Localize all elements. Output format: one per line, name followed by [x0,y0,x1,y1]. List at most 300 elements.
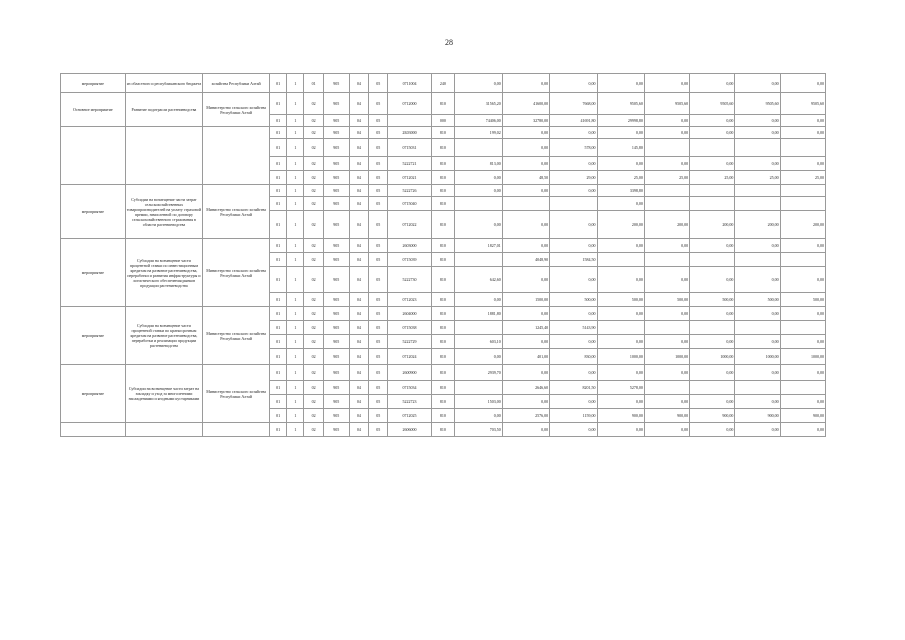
table-cell: 0,00 [644,307,689,321]
table-cell [780,381,825,395]
table-cell: 810 [431,321,455,335]
table-cell: 01 [270,349,287,365]
table-cell: 01 [270,395,287,409]
table-cell: 05 [369,139,388,157]
row-type: мероприятие [61,74,126,93]
table-row [61,423,826,437]
table-cell: 500,00 [550,293,597,307]
table-cell: 0,00 [502,185,549,197]
table-cell: 0,00 [644,395,689,409]
table-cell: 1 [287,115,304,127]
table-cell: 0,00 [597,127,644,139]
table-cell: 0,00 [780,115,825,127]
table-cell: 0,00 [597,365,644,381]
table-cell: 810 [431,197,455,211]
row-type [61,423,126,437]
table-cell: 04 [349,409,368,423]
table-cell: 0,00 [550,395,597,409]
row-type: мероприятие [61,365,126,423]
table-cell: 905 [323,321,349,335]
table-cell: 810 [431,239,455,253]
table-cell: 810 [431,395,455,409]
table-row [61,74,826,93]
table-cell: 05 [369,197,388,211]
table-cell: 0715034 [388,381,431,395]
table-cell: 905 [323,185,349,197]
table-cell: 02 [304,185,323,197]
table-cell: 0712022 [388,211,431,239]
table-cell: 500,00 [644,293,689,307]
table-cell: 0,00 [550,157,597,171]
table-cell: 04 [349,307,368,321]
table-cell: 5222726 [388,185,431,197]
table-cell: 04 [349,127,368,139]
table-cell: 9505,60 [780,93,825,115]
table-cell: 04 [349,197,368,211]
table-cell: 0,00 [735,335,780,349]
table-cell: 810 [431,171,455,185]
table-cell: 9505,60 [735,93,780,115]
table-cell: 05 [369,239,388,253]
table-cell: 810 [431,365,455,381]
row-type: мероприятие [61,185,126,239]
table-cell: 8201,50 [550,381,597,395]
table-cell: 02 [304,139,323,157]
table-cell: 0,00 [735,307,780,321]
row-name: Субсидии на возмещение части затрат на закладку и уход за многолетними насаждениями и ягодными кустарниками [125,365,203,423]
table-cell [690,185,735,197]
table-cell: 1 [287,365,304,381]
table-cell: 810 [431,381,455,395]
table-cell [388,115,431,127]
table-cell: 05 [369,335,388,349]
table-cell: 0,00 [690,395,735,409]
table-cell: 05 [369,365,388,381]
table-cell: 0,00 [550,127,597,139]
table-cell: 0,00 [455,293,502,307]
table-cell: 04 [349,253,368,267]
table-cell: 01 [270,93,287,115]
table-cell: 200,00 [780,211,825,239]
table-cell: 1500,00 [502,293,549,307]
row-executor: Министерство сельского хозяйства Республики Алтай [203,365,270,423]
table-cell: 810 [431,185,455,197]
table-cell [690,197,735,211]
table-cell: 01 [270,409,287,423]
table-cell: 0,00 [550,211,597,239]
table-cell: 0,00 [735,423,780,437]
table-cell: 0,00 [735,267,780,293]
table-cell: 0,00 [780,239,825,253]
row-type: мероприятие [61,239,126,307]
row-name [125,127,203,185]
table-cell: 401,00 [502,349,549,365]
table-cell: 0,00 [502,127,549,139]
table-cell: 1 [287,93,304,115]
table-cell: 905 [323,409,349,423]
table-cell: 02 [304,93,323,115]
table-cell: 578,00 [550,139,597,157]
table-cell [644,381,689,395]
table-cell: 0,00 [780,127,825,139]
table-cell: 0,00 [550,239,597,253]
table-cell: 05 [369,267,388,293]
table-cell: 25,00 [780,171,825,185]
table-cell: 905 [323,139,349,157]
table-row [61,239,826,253]
table-cell [780,253,825,267]
table-cell: 5222723 [388,395,431,409]
table-cell: 04 [349,381,368,395]
table-cell: 0711004 [388,74,431,93]
table-cell: 145,80 [597,139,644,157]
table-cell: 0,00 [455,409,502,423]
table-cell: 0,00 [780,335,825,349]
table-cell: 199,02 [455,127,502,139]
table-cell: 603,10 [455,335,502,349]
table-cell: 0712025 [388,409,431,423]
table-cell: 1 [287,139,304,157]
table-cell: 01 [270,139,287,157]
table-cell: 01 [270,127,287,139]
table-cell: 04 [349,115,368,127]
table-cell [455,321,502,335]
table-cell: 48,50 [502,171,549,185]
table-cell [735,321,780,335]
table-cell: 0,00 [690,423,735,437]
table-cell: 74406,00 [455,115,502,127]
table-cell: 0,00 [597,267,644,293]
table-cell: 1 [287,253,304,267]
table-cell: 905 [323,239,349,253]
table-cell: 04 [349,239,368,253]
table-cell: 41600,00 [502,93,549,115]
table-cell: 0715031 [388,139,431,157]
table-cell: 05 [369,381,388,395]
table-cell: 0,00 [597,335,644,349]
table-cell: 2606000 [388,423,431,437]
table-cell: 0,00 [502,423,549,437]
table-cell: 905 [323,157,349,171]
table-cell: 0,00 [597,307,644,321]
table-cell [780,321,825,335]
table-cell [644,253,689,267]
row-name: из областного и республиканского бюджета [125,74,203,93]
table-cell [455,139,502,157]
table-cell [690,253,735,267]
table-cell: 9505,60 [690,93,735,115]
table-cell: 810 [431,157,455,171]
row-executor [203,127,270,185]
table-cell: 04 [349,365,368,381]
page-number: 28 [445,38,453,47]
table-cell: 0,00 [735,239,780,253]
table-cell: 1 [287,267,304,293]
table-cell [690,139,735,157]
table-cell: 0,00 [455,185,502,197]
table-cell: 04 [349,185,368,197]
table-cell [455,253,502,267]
table-cell: 1159,00 [550,409,597,423]
table-cell: 0,00 [597,239,644,253]
table-cell [644,185,689,197]
table-cell [502,197,549,211]
row-executor: Министерство сельского хозяйства Республики Алтай [203,307,270,365]
table-cell: 05 [369,321,388,335]
table-cell: 02 [304,115,323,127]
table-cell: 05 [369,157,388,171]
row-executor: хозяйства Республики Алтай [203,74,270,93]
row-name: Субсидии на возмещение части процентной ставки по инвестиционным кредитам на развитие растениеводства, переработки и развития инфраструктуры и логистического обеспечения рынков продукции растениеводства [125,239,203,307]
table-cell: 0,00 [644,157,689,171]
table-cell: 04 [349,335,368,349]
table-cell: 01 [270,197,287,211]
table-cell: 0,00 [644,335,689,349]
table-cell: 1245,40 [502,321,549,335]
table-row [61,185,826,197]
table-cell: 1 [287,211,304,239]
table-cell: 02 [304,157,323,171]
table-cell: 905 [323,365,349,381]
table-cell: 04 [349,423,368,437]
table-cell: 0,00 [502,335,549,349]
table-cell: 1 [287,349,304,365]
table-cell: 905 [323,349,349,365]
table-cell: 0,00 [735,157,780,171]
table-cell: 0,00 [644,365,689,381]
table-cell: 5143,90 [550,321,597,335]
table-cell: 01 [270,157,287,171]
table-cell: 1584,50 [550,253,597,267]
table-cell: 200,00 [597,211,644,239]
table-cell: 0,00 [550,74,597,93]
table-cell: 32780,00 [502,115,549,127]
table-cell: 0,00 [780,74,825,93]
table-cell: 04 [349,349,368,365]
table-cell: 0715038 [388,321,431,335]
table-cell: 200,00 [644,211,689,239]
table-cell: 1 [287,197,304,211]
table-cell: 905 [323,197,349,211]
table-row [61,365,826,381]
table-row [61,93,826,115]
row-name [125,423,203,437]
table-cell: 0,00 [502,74,549,93]
table-cell: 3398,80 [597,185,644,197]
table-cell: 0,00 [502,307,549,321]
table-cell: 500,00 [735,293,780,307]
table-cell: 1 [287,395,304,409]
table-cell: 04 [349,211,368,239]
table-cell: 905 [323,74,349,93]
table-cell: 500,00 [780,293,825,307]
table-cell: 1 [287,381,304,395]
table-cell: 000 [431,115,455,127]
table-cell: 05 [369,115,388,127]
table-cell [455,381,502,395]
table-cell: 01 [270,293,287,307]
table-cell: 05 [369,423,388,437]
table-cell: 0,00 [644,74,689,93]
table-cell: 05 [369,171,388,185]
budget-table [60,73,826,437]
table-cell: 05 [369,349,388,365]
table-cell: 05 [369,293,388,307]
row-name: Развитие подотрасли растениеводства [125,93,203,127]
table-cell: 01 [270,239,287,253]
table-cell: 01 [270,74,287,93]
table-cell: 1 [287,307,304,321]
table-cell [690,381,735,395]
table-cell: 29,00 [550,171,597,185]
table-cell [597,253,644,267]
table-cell: 900,00 [735,409,780,423]
table-cell: 05 [369,93,388,115]
table-cell: 810 [431,93,455,115]
table-cell [690,321,735,335]
table-cell: 5222729 [388,335,431,349]
table-cell: 810 [431,253,455,267]
table-cell: 1000,00 [735,349,780,365]
table-cell: 05 [369,253,388,267]
row-type: Основное мероприятие [61,93,126,127]
table-cell: 0715039 [388,253,431,267]
table-cell: 0,00 [550,335,597,349]
table-cell: 02 [304,127,323,139]
table-cell [735,381,780,395]
table-cell [780,139,825,157]
table-cell: 810 [431,349,455,365]
table-cell: 04 [349,74,368,93]
table-row [61,307,826,321]
table-cell: 4048,90 [502,253,549,267]
table-cell: 0,00 [644,267,689,293]
table-cell: 25,00 [690,171,735,185]
table-cell: 905 [323,115,349,127]
table-cell: 02 [304,239,323,253]
table-cell: 0,00 [502,267,549,293]
table-cell: 2576,00 [502,409,549,423]
table-cell: 0712023 [388,293,431,307]
table-cell [780,185,825,197]
table-cell: 1 [287,171,304,185]
table-cell: 0,00 [502,365,549,381]
table-cell: 200,00 [735,211,780,239]
table-cell: 0,00 [735,115,780,127]
table-cell: 0,00 [735,74,780,93]
table-cell: 810 [431,409,455,423]
table-cell: 1 [287,409,304,423]
table-cell: 2604000 [388,307,431,321]
table-cell: 0,00 [502,395,549,409]
table-cell: 02 [304,381,323,395]
table-cell: 905 [323,395,349,409]
table-cell: 01 [270,335,287,349]
table-cell: 7668,00 [550,93,597,115]
table-cell: 01 [270,253,287,267]
table-cell: 1000,00 [597,349,644,365]
table-cell: 0,00 [644,115,689,127]
table-cell: 0,00 [455,171,502,185]
table-cell: 810 [431,335,455,349]
table-cell: 04 [349,171,368,185]
table-cell: 1881,80 [455,307,502,321]
table-cell: 02 [304,365,323,381]
table-cell [735,185,780,197]
table-cell: 905 [323,293,349,307]
table-cell [735,197,780,211]
table-cell: 0,00 [780,365,825,381]
table-cell: 642,60 [455,267,502,293]
table-cell: 0,00 [550,365,597,381]
table-cell: 0,00 [502,157,549,171]
row-executor: Министерство сельского хозяйства Республики Алтай [203,93,270,127]
table-cell: 1827,01 [455,239,502,253]
table-cell: 31565,20 [455,93,502,115]
table-cell: 905 [323,253,349,267]
table-cell: 0715040 [388,197,431,211]
table-cell: 01 [270,267,287,293]
table-cell: 01 [270,171,287,185]
table-cell: 01 [270,321,287,335]
table-cell: 04 [349,395,368,409]
table-cell: 29998,80 [597,115,644,127]
table-cell: 0,00 [502,139,549,157]
table-cell: 0,00 [735,365,780,381]
table-cell: 0,00 [455,349,502,365]
table-cell: 0,00 [690,335,735,349]
table-cell: 01 [270,211,287,239]
table-cell: 0,00 [550,307,597,321]
row-executor: Министерство сельского хозяйства Республики Алтай [203,239,270,307]
table-cell: 0712021 [388,171,431,185]
table-cell: 01 [304,74,323,93]
table-cell: 0,00 [597,74,644,93]
table-cell: 0,00 [690,365,735,381]
table-cell: 1 [287,423,304,437]
table-cell: 900,00 [690,409,735,423]
row-name: Субсидии на возмещение части затрат сельскохозяйственных товаропроизводителей на уплату страховой премии, начисленной по договору сельскохозяйственного страхования в области растениеводства [125,185,203,239]
table-cell: 0,00 [690,307,735,321]
table-cell [644,139,689,157]
table-cell: 02 [304,349,323,365]
table-cell: 0,00 [597,157,644,171]
table-row [61,127,826,139]
table-cell: 02 [304,321,323,335]
table-cell: 0,00 [690,74,735,93]
table-cell: 905 [323,93,349,115]
table-cell [735,253,780,267]
table-cell [644,321,689,335]
table-cell: 0,00 [690,115,735,127]
table-cell: 810 [431,423,455,437]
table-cell: 05 [369,395,388,409]
table-cell: 1 [287,127,304,139]
table-cell: 810 [431,267,455,293]
table-cell: 2646,60 [502,381,549,395]
table-cell: 05 [369,409,388,423]
table-cell: 813,00 [455,157,502,171]
table-cell: 5222730 [388,267,431,293]
table-cell: 01 [270,115,287,127]
table-cell: 0,00 [455,74,502,93]
table-cell: 2939,70 [455,365,502,381]
table-cell: 1000,00 [644,349,689,365]
table-cell: 9505,60 [644,93,689,115]
row-name: Субсидии на возмещение части процентной ставки по краткосрочным кредитам на развитие растениеводства, переработки и реализации продукции растениеводства [125,307,203,365]
table-cell: 0,00 [735,127,780,139]
table-cell: 0,00 [690,267,735,293]
